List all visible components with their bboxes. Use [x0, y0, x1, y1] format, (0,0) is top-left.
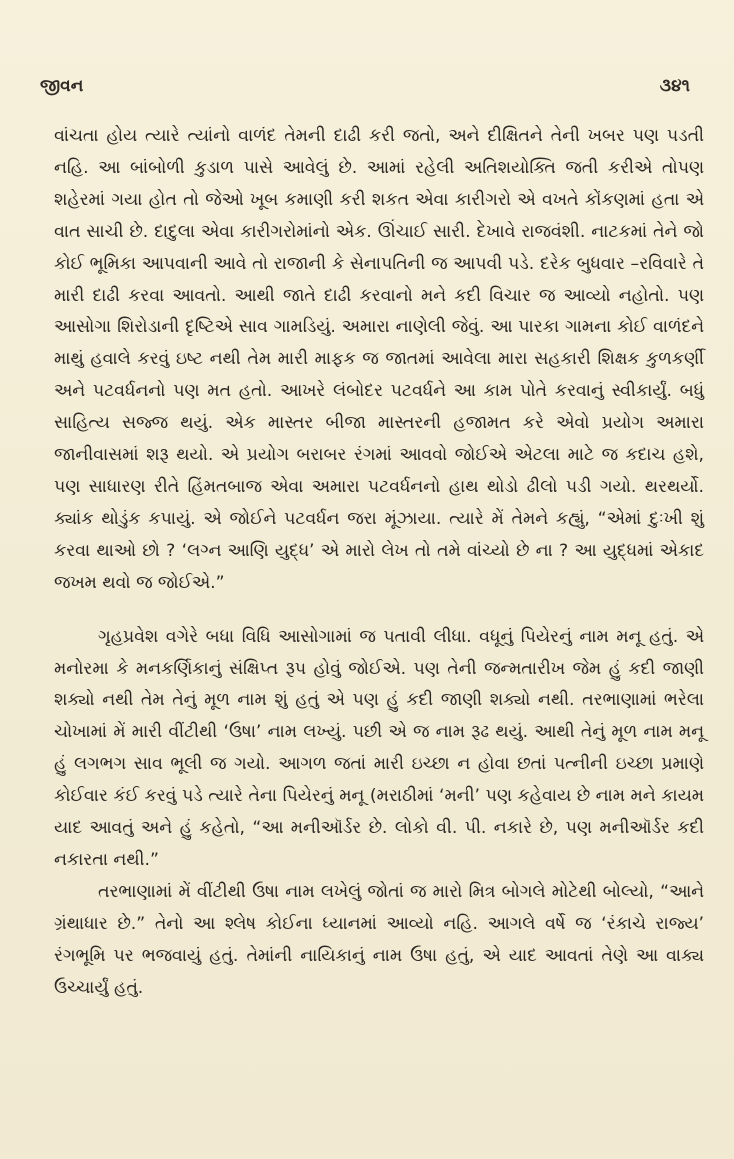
paragraph-1: વાંચતા હોય ત્યારે ત્યાંનો વાળંદ તેમની દાઢી કરી જતો, અને દીક્ષિતને તેની ખબર પણ પડતી નહિ. આ બાંબોળી કુડાળ પાસે આવેલું છે. આમાં રહેલી અતિશયોક્તિ જતી કરીએ તોપણ શહેરમાં ગયા હોત તો જેઓ ખૂબ કમાણી કરી શકત એવા કારીગરો એ વખતે કોંકણમાં હતા એ વાત સાચી છે. દાદુલા એવા કારીગરોમાંનો એક. ઊંચાઈ સારી. દેખાવે રાજવંશી. નાટકમાં તેને જો કોઈ ભૂમિકા આપવાની આવે તો રાજાની કે સેનાપતિની જ આપવી પડે. દરેક બુધવાર –રવિવારે તે મારી દાઢી કરવા આવતો. આથી જાતે દાઢી કરવાનો મને કદી વિચાર જ આવ્યો નહોતો. પણ આસોગા શિરોડાની દૃષ્ટિએ સાવ ગામડિયું. અમારા નાણેલી જેવું. આ પારકા ગામના કોઈ વાળંદને માથું હવાલે કરવું ઇષ્ટ નથી તેમ મારી માફક જ જાતમાં આવેલા મારા સહકારી શિક્ષક કુળકર્ણી અને પટવર્ધનનો પણ મત હતો. આખરે લંબોદર પટવર્ધને આ કામ પોતે કરવાનું સ્વીકાર્યું. બધું સાહિત્ય સજ્જ થયું. એક માસ્તર બીજા માસ્તરની હજામત કરે એવો પ્રયોગ અમારા જાનીવાસમાં શરૂ થયો. એ પ્રયોગ બરાબર રંગમાં આવવો જોઈએ એટલા માટે જ કદાચ હશે, પણ સાધારણ રીતે હિંમતબાજ એવા અમારા પટવર્ધનનો હાથ થોડો ઢીલો પડી ગયો. થરથર્યો. ક્યાંક થોડુંક કપાયું. એ જોઈને પટવર્ધન જરા મૂંઝાયા. ત્યારે મેં તેમને કહ્યું, “એમાં દુઃખી શું કરવા થાઓ છો ? ‘લગ્ન આણિ યુદ્ધ’ એ મારો લેખ તો તમે વાંચ્યો છે ના ? આ યુદ્ધમાં એકાદ જખમ થવો જ જોઈએ.” [54, 126, 704, 593]
paragraph-3: તરભાણામાં મેં વીંટીથી ઉષા નામ લખેલું જોતાં જ મારો મિત્ર બોગલે મોટેથી બોલ્યો, “આને ગ્રંથાધાર છે.” તેનો આ શ્લેષ કોઈના ધ્યાનમાં આવ્યો નહિ. આગલે વર્ષે જ ‘રંકાચે રાજ્ય’ રંગભૂમિ પર ભજવાયું હતું. તેમાંની નાયિકાનું નામ ઉષા હતું, એ યાદ આવતાં તેણે આ વાક્ય ઉચ્ચાર્યું હતું. [54, 881, 704, 998]
body-text [54, 121, 704, 1004]
running-head-title: જીવન [40, 76, 84, 96]
running-head [40, 76, 690, 106]
page-number: ૩૪૧ [659, 76, 690, 96]
paragraph-2: ગૃહપ્રવેશ વગેરે બધા વિધિ આસોગામાં જ પતાવી લીધા. વધૂનું પિયેરનું નામ મનૂ હતું. એ મનોરમા કે મનકર્ણિકાનું સંક્ષિપ્ત રૂપ હોવું જોઈએ. પણ તેની જન્મતારીખ જેમ હું કદી જાણી શક્યો નથી તેમ તેનું મૂળ નામ શું હતું એ પણ હું કદી જાણી શક્યો નથી. તરભાણામાં ભરેલા ચોખામાં મેં મારી વીંટીથી ‘ઉષા’ નામ લખ્યું. પછી એ જ નામ રૂઢ થયું. આથી તેનું મૂળ નામ મનૂ હું લગભગ સાવ ભૂલી જ ગયો. આગળ જતાં મારી ઇચ્છા ન હોવા છતાં પત્નીની ઇચ્છા પ્રમાણે કોઈવાર કંઈ કરવું પડે ત્યારે તેના પિયેરનું મનૂ (મરાઠીમાં ‘મની’ પણ કહેવાય છે નામ મને કાયમ યાદ આવતું અને હું કહેતો, “આ મનીઑર્ડર છે. લોકો વી. પી. નકારે છે, પણ મનીઑર્ડર કદી નકારતા નથી.” [54, 626, 704, 870]
